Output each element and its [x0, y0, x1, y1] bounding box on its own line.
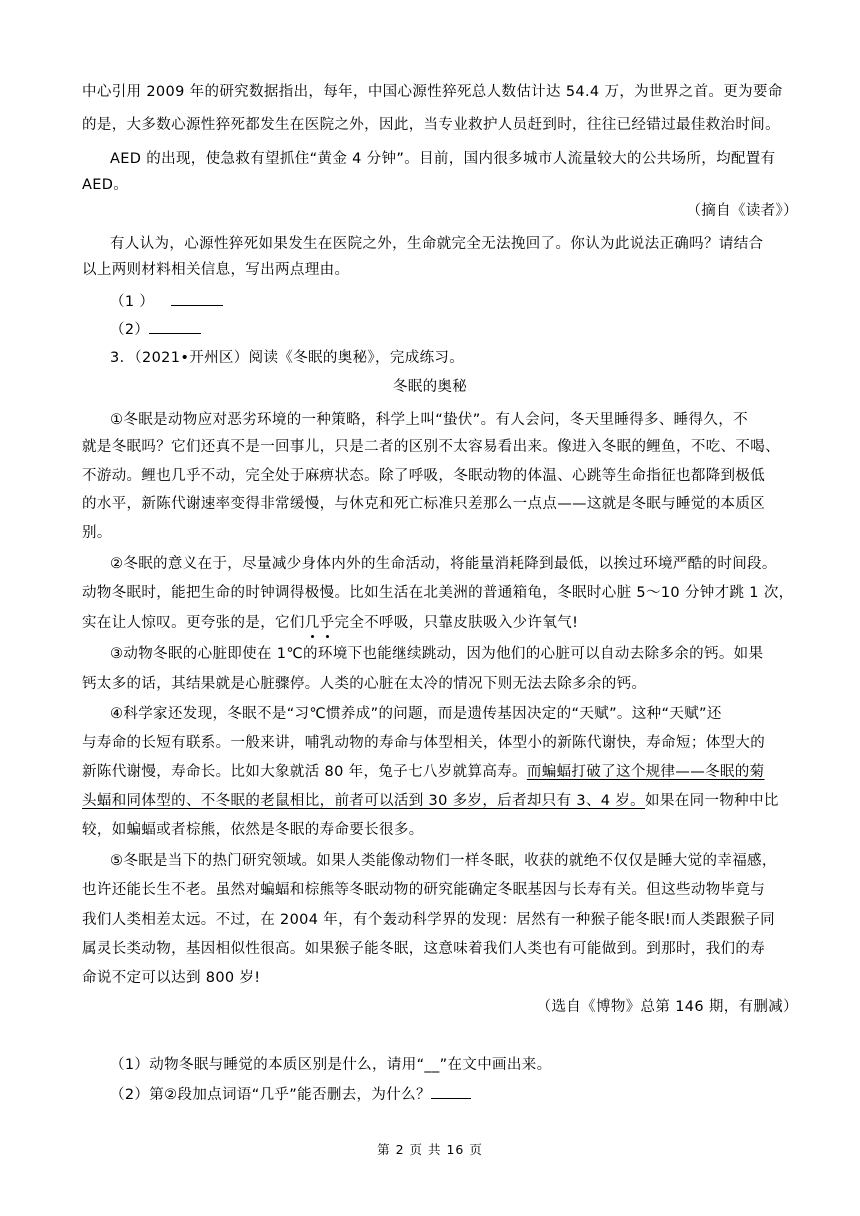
- paragraph-2-line-2: 动物冬眠时，能把生命的时钟调得极慢。比如生活在北美洲的普通箱龟，冬眠时心脏 5～10 分钟才跳 1 次，: [82, 585, 794, 601]
- paragraph-4-text: 新陈代谢慢，寿命长。比如大象就活 80 年，兔子七八岁就算高寿。: [82, 764, 527, 780]
- question-3-heading: 3．（2021•开州区）阅读《冬眠的奥秘》，完成练习。: [110, 350, 465, 366]
- material-line-4: AED。: [82, 177, 129, 193]
- sub-question-2: [110, 1085, 810, 1105]
- material-line-3: AED 的出现，使急救有望抓住“黄金 4 分钟”。目前，国内很多城市人流量较大的公共场所，均配置有: [110, 151, 776, 167]
- paragraph-1-line-4: 的水平，新陈代谢速率变得非常缓慢，与休克和死亡标准只差那么一点点——这就是冬眠与睡觉的本质区: [82, 496, 766, 512]
- material-source: （摘自《读者》）: [686, 203, 798, 219]
- paragraph-1-line-2: 就是冬眠吗？它们还真不是一回事儿，只是二者的区别不太容易看出来。像进入冬眠的鲤鱼，不吃、不喝、: [82, 439, 780, 455]
- answer-blank-3[interactable]: [431, 1085, 471, 1099]
- sub-question-1: （1）动物冬眠与睡觉的本质区别是什么，请用“__”在文中画出来。: [110, 1057, 552, 1073]
- article-source: （选自《博物》总第 146 期，有删减）: [536, 999, 798, 1015]
- paragraph-1-line-1: ①冬眠是动物应对恶劣环境的一种策略，科学上叫“蛰伏”。有人会问，冬天里睡得多、睡得久，不: [110, 412, 748, 428]
- paragraph-4-line-4: [82, 791, 782, 811]
- paragraph-5-line-2: 也许还能长生不老。虽然对蝙蝠和棕熊等冬眠动物的研究能确定冬眠基因与长寿有关。但这些动物毕竟与: [82, 882, 766, 898]
- paragraph-3-line-1: ③动物冬眠的心脏即使在 1℃的环境下也能继续跳动，因为他们的心脏可以自动去除多余的钙。如果: [110, 646, 764, 662]
- answer-blank-1[interactable]: [171, 292, 223, 306]
- material-line-2: 的是，大多数心源性猝死都发生在医院之外，因此，当专业救护人员赶到时，往往已经错过最佳救治时间。: [82, 117, 780, 133]
- question-prompt-line-1: 有人认为，心源性猝死如果发生在医院之外，生命就完全无法挽回了。你认为此说法正确吗？请结合: [110, 236, 764, 252]
- paragraph-5-line-1: ⑤冬眠是当下的热门研究领域。如果人类能像动物们一样冬眠，收获的就绝不仅仅是睡大觉的幸福感，: [110, 853, 777, 869]
- paragraph-4-line-2: 与寿命的长短有联系。一般来讲，哺乳动物的寿命与体型相关，体型小的新陈代谢快，寿命短；体型大的: [82, 735, 766, 751]
- answer-line-1: [110, 292, 810, 312]
- emphasis-dot-char: 几: [304, 615, 320, 631]
- paragraph-5-line-5: 命说不定可以达到 800 岁!: [82, 970, 261, 986]
- paragraph-2-text: 实在让人惊叹。更夸张的是，它们: [82, 615, 305, 631]
- paragraph-5-line-3: 我们人类相差太远。不过，在 2004 年，有个轰动科学界的发现：居然有一种猴子能冬眠!而人类跟猴子同: [82, 912, 775, 928]
- question-prompt-line-2: 以上两则材料相关信息，写出两点理由。: [82, 262, 350, 278]
- material-line-1: 中心引用 2009 年的研究数据指出，每年，中国心源性猝死总人数估计达 54.4 万，为世界之首。更为要命: [82, 84, 783, 100]
- paragraph-1-line-3: 不游动。鲤也几乎不动，完全处于麻痹状态。除了呼吸，冬眠动物的体温、心跳等生命指征也都降到极低: [82, 468, 766, 484]
- answer-blank-2[interactable]: [149, 320, 201, 334]
- paragraph-4-line-3: [82, 762, 782, 782]
- underlined-sentence: 头蝠和同体型的、不冬眠的老鼠相比，前者可以活到 30 多岁，后者却只有 3、4 岁。: [82, 793, 646, 809]
- sub-question-2-text: （2）第②段加点词语“几乎”能否删去，为什么？: [110, 1087, 431, 1103]
- paragraph-5-line-4: 属灵长类动物，基因相似性很高。如果猴子能冬眠，这意味着我们人类也有可能做到。到那时，我们的寿: [82, 941, 766, 957]
- emphasis-dot-char: 乎: [319, 615, 335, 631]
- paragraph-4-line-1: ④科学家还发现，冬眠不是“习℃惯养成”的问题，而是遗传基因决定的“天赋”。这种“天赋”还: [110, 706, 722, 722]
- paragraph-3-line-2: 钙太多的话，其结果就是心脏骤停。人类的心脏在太冷的情况下则无法去除多余的钙。: [82, 676, 647, 692]
- answer-label-1: （1 ）: [110, 294, 155, 310]
- page-number-footer: 第 2 页 共 16 页: [377, 1142, 483, 1157]
- paragraph-2-line-1: ②冬眠的意义在于，尽量减少身体内外的生命活动，将能量消耗降到最低，以挨过环境严酷的时间段。: [110, 556, 777, 572]
- paragraph-2-line-3: [82, 613, 782, 633]
- paragraph-4-text: 如果在同一物种中比: [645, 793, 779, 809]
- paragraph-1-line-5: 别。: [82, 525, 112, 541]
- paragraph-2-text: 完全不呼吸，只靠皮肤吸入少许氧气!: [334, 615, 579, 631]
- answer-line-2: [110, 320, 810, 340]
- article-title: 冬眠的奥秘: [392, 379, 468, 395]
- paragraph-4-line-5: 较，如蝙蝠或者棕熊，依然是冬眠的寿命要长很多。: [82, 822, 424, 838]
- underlined-sentence: 而蝙蝠打破了这个规律——冬眠的菊: [526, 764, 765, 780]
- answer-label-2: （2）: [110, 322, 150, 338]
